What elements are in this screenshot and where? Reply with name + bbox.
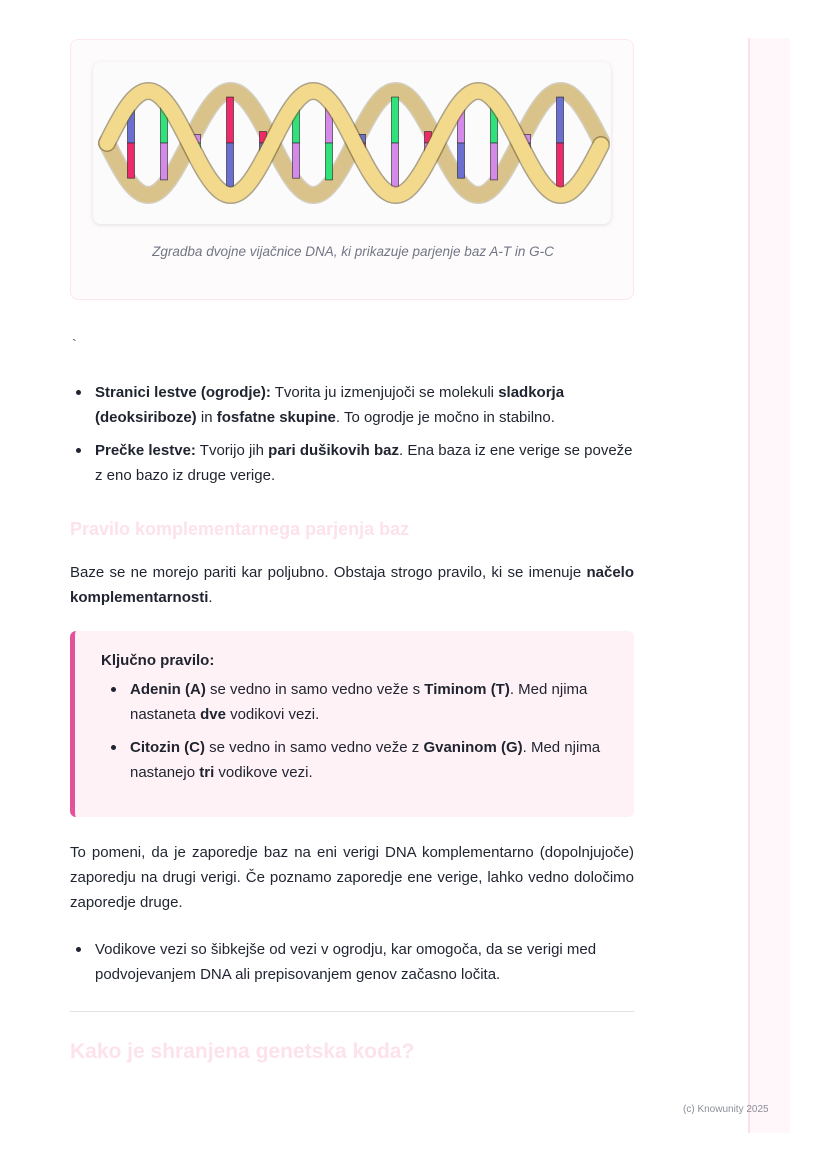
key-rule-callout — [70, 631, 634, 817]
dna-illustration — [93, 62, 611, 224]
callout-title: Ključno pravilo: — [101, 652, 215, 669]
divider — [70, 1011, 634, 1012]
figure-card — [70, 39, 634, 300]
base-pair-rung — [392, 97, 399, 189]
base-pair-rung — [227, 97, 234, 189]
meaning-paragraph: To pomeni, da je zaporedje baz na eni verigi DNA komplementarno (dopolnjujoče) zaporedju na drugi verigi. Če poznamo zaporedje ene verige, lahko vedno določimo zaporedje druge. — [70, 844, 634, 911]
callout-list — [105, 677, 605, 793]
note-list — [70, 937, 634, 995]
list-item: Adenin (A) se vedno in samo vedno veže s Timinom (T). Med njima nastaneta dve vodikovi vezi. — [105, 677, 605, 727]
list-item: Prečke lestve: Tvorijo jih pari dušikovih baz. Ena baza iz ene verige se poveže z eno bazo iz druge verige. — [70, 438, 634, 488]
copyright-footer: (c) Knowunity 2025 — [683, 1104, 769, 1115]
list-item: Vodikove vezi so šibkejše od vezi v ogrodju, kar omogoča, da se verigi med podvojevanjem DNA ali prepisovanjem genov začasno ločita. — [70, 937, 634, 987]
intro-paragraph: Baze se ne morejo pariti kar poljubno. Obstaja strogo pravilo, ki se imenuje načelo komplementarnosti. — [70, 564, 634, 606]
dna-double-helix — [93, 62, 611, 224]
stray-mark: ` — [72, 336, 77, 352]
right-margin-strip — [748, 38, 790, 1133]
structure-list — [70, 380, 634, 496]
next-section-heading: Kako je shranjena genetska koda? — [70, 1040, 415, 1063]
section-heading: Pravilo komplementarnega parjenja baz — [70, 519, 410, 539]
list-item: Citozin (C) se vedno in samo vedno veže z Gvaninom (G). Med njima nastanejo tri vodikove vezi. — [105, 735, 605, 785]
base-pair-rung — [557, 97, 564, 189]
list-item: Stranici lestve (ogrodje): Tvorita ju izmenjujoči se molekuli sladkorja (deoksiriboze) in fosfatne skupine. To ogrodje je močno in stabilno. — [70, 380, 634, 430]
figure-caption: Zgradba dvojne vijačnice DNA, ki prikazuje parjenje baz A-T in G-C — [152, 244, 554, 259]
